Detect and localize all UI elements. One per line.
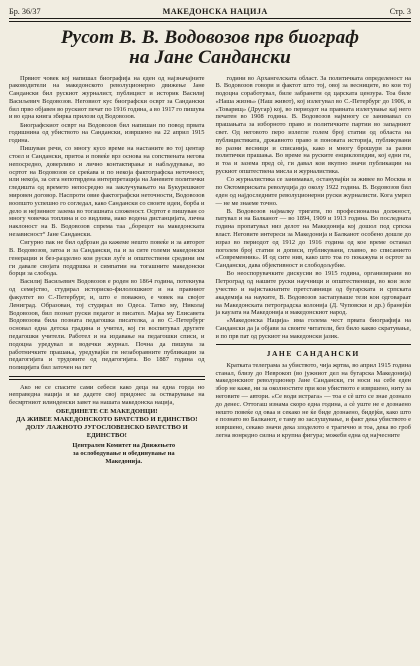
article-paragraph: Сигурно пак не бил одбрзан да кажеме нешто повеќе и за авторот В. Водовозов, затоа и за Сандански, па и за сите големи македонски генерации и без-разделно кои руски луѓе и општествени средини им ги давале својата поддршка и симпатии на тогашните македонски борци за слобода. (9, 239, 205, 278)
right-column (216, 75, 412, 466)
slogan: ДОЛУ ЛАЖНОТО ЈУГОСЛОВЕНСКО БРАТСТВО И ЕДИНСТВО! (25, 423, 188, 439)
article-paragraph: «Македонска Нација» има голема чест првата биографија на Сандански да ја објави за своите читатели, без било какво скратување, и по прв пат од рускиот на македонски јазик. (215, 317, 411, 340)
section-paragraph: Кратката телеграма за убиството, чија жртва, во април 1915 година станал, близу до Неврокоп (во јужниот дел на бугарска Македонија) македонскиот револуционер Јане Сандански, ги носи на себе еден збор не каже, ни за околностите при кои убиството е извршено, ниту за неговите — автори. «Се води истрага» — тоа е сѐ што се знае дознало до денес. Оттогаш изнама скоро една година, а сѐ уште не е дознаено нешто повеќе од оваа и секако не ќе биде дознаено, бидејќи, како што е познато во Балканот, е таму во заслушување, и факт дека убиството е извршено, секако значи дека злоделото е трагично и тоа, дека во гроб легна вонредно силна и крупна фигура; можеби една од најчесните (215, 361, 411, 439)
signature-line: Македонија. (105, 457, 143, 465)
page-header (9, 4, 411, 16)
section-rule (216, 344, 412, 345)
issue-number: Бр. 36/37 (9, 7, 41, 16)
article-paragraph: Биографскиот осврт на Водовозов бил напишан по повод првата годишнина од убиството на Сандански, извршено на 22 април 1915 година. (9, 121, 205, 145)
left-column (9, 75, 205, 466)
article-paragraph: Во неоспорувачките дискусии во 1915 година, организирани во Петроград од нашите руски научници и општественици, во кои зеле учество и најистакнатите претставници од бугарската и српската академија на науките, В. Водовозов застапуваше тези кои одговараат на Македонската петроградска колонија (Д. Чуповски и др.) бранејќи ја каузата на Македонија и македонскиот народ. (215, 270, 411, 317)
article-paragraph: Василиј Васиљевич Водовозов е роден во 1864 година, потекнува од семејство, студирал историско-филолошкиот и на правниот факултет во С.-Петербург, и, што е поважно, е човек на својот Лениград. Образован, тој студирал во Одеса. Татко му, Николај Водовозов, бил познат руски педагог и писател. Мајка му Елисавета Водовозова била позната педагошка писателка, а во С.-Петербург основал една детска градина и учител, кој ги воспитувал другите педагошки учители. Работел и на издавање на педагошки списи, и подоцна уредувал и водечки журнал. Почна да пишува за работничките прашања, уредувајќи ги незаборавните публикации за педагогијата и трудовите од педагогијата. Во 1887 година од полицијата бил заточен на пет (9, 278, 205, 372)
article-paragraph: години во Архангелската област. За политичката определеност на В. Водовозов говори и фактот што тој, овој за весниците, во кои тој подоцна соработувал, биле забранети од царската цензура. Тоа биле «Наша жизнь» (Наш живот), кој излегувал во С.-Петербург до 1906, и «Товарищ» (Другар) кој, во периодот на правната излегување кај него печатен во 1908 година. В. Водовозов најмногу се занимавал со прашањата за изборното право и политичките партии во западниот свет. Од неговото перо излегле голем број статии од областа на публицистиката, државното право и поновата историја, публикувани во разни весници и списанија, како и многу брошури за разни политички прашања. Во време на руските енциклопедии, кој едни ги, и тоа и зазема пред сѐ, ги давал кои вкупно значи публикации на рускиот општествена мисла и журналистика. (215, 74, 411, 176)
header-rule (9, 18, 411, 19)
appeal-slogans (9, 408, 205, 440)
header-rule-thin (9, 21, 411, 22)
article-paragraph: В. Водовозов најмалку тригати, по професионална должност, патувал и на Балканот — во 1894, 1909 и 1913 година. Во последната година пропатувал низ делот на Македонија кој дошол под српска власт. Неговите интереси за Македонија и Балканот особено дошле до израз во периодот од 1912 до 1916 година од кое време останал поголем број статии и дописи, публикувани, главно, во списанието «Современник». И од сите нив, како што тоа го покажува и осртот за Сандански, дава објективност и слободољубие. (215, 207, 411, 270)
article-paragraph: Со журналистика се занимавал, останувајќи за живее во Москва и по Октомвриската револуција до околу 1922 година. В. Водовозов бил еден од најдоследните револуционерни руски журналисти. Кога умрел — не ме знаеме точно. (215, 176, 411, 207)
slogan: ОБЕДИНЕТЕ СЕ МАКЕДОНЦИ! (55, 407, 158, 415)
appeal-paragraph: Ако не се спасите сами себеси како деца на една горда но неправедна нација и ке дадете свој придонес за остварување на бесмртниот илинденски завет на нашата македонска нација, (9, 383, 205, 407)
article-title-line-1: Русот В. В. Водовозов прв биограф (60, 26, 360, 48)
appeal-box (9, 384, 205, 466)
appeal-signature (9, 442, 205, 465)
masthead: МАКЕДОНСКА НАЦИЈА (162, 7, 268, 16)
slogan: ДА ЖИВЕЕ МАКЕДОНСКОТО БРАТСТВО И ЕДИНСТВО! (16, 415, 198, 423)
page-number: Стр. 3 (389, 7, 411, 16)
signature-line: за ослободување и обединување на (72, 449, 175, 457)
article-title-line-2: на Јане Сандански (129, 46, 291, 68)
article-paragraph: Пишуван речи, со многу кусо време на настаните во тој центар стоел и Сандански, притоа и повеќе врз основа на сопствената негова непосредно, доверливо и лично контактирање и набљудување, во осртот на Водовозов се среќава и по некоја фактографска неточност, или некоја, за сега непотврдена интерпретација на Јаневите политички гледишта од времето непосредно на заклучувањето на Букурешкиот мировен договор. Наспроти овие фактографски неточности, Водовозов воопшто успешно го согледал, како Сандански со своите идеи, борба и дело и нејзиниот зазема во тогашната сложеност. Осртот е пишуван со многу човечка топлина и со видлива, иако водена дистанцијата, лична наклоност на В. Водовозов спрема таа „борецот на македонската независност“ Јане Сандански. (9, 145, 205, 239)
article-title (9, 28, 411, 68)
article-columns (9, 75, 411, 466)
column-divider (9, 376, 205, 380)
article-paragraph: Првиот човек кој напишал биографија на еден од најзначајните раководители на македонското револуционерно движење Јане Сандански бил рускиот журналист, публицист и историк Василиј Васиљевич Водовозов. Неговиот кус биографски осврт за Сандански бил прво објавен во рускиот печат по 1916 година, а во 1917 го пишува и во една книга збирка прилози од Водовозов. (9, 74, 205, 121)
section-heading: ЈАНЕ САНДАНСКИ (266, 348, 360, 358)
signature-line: Централен Комитет на Движењето (72, 441, 176, 449)
